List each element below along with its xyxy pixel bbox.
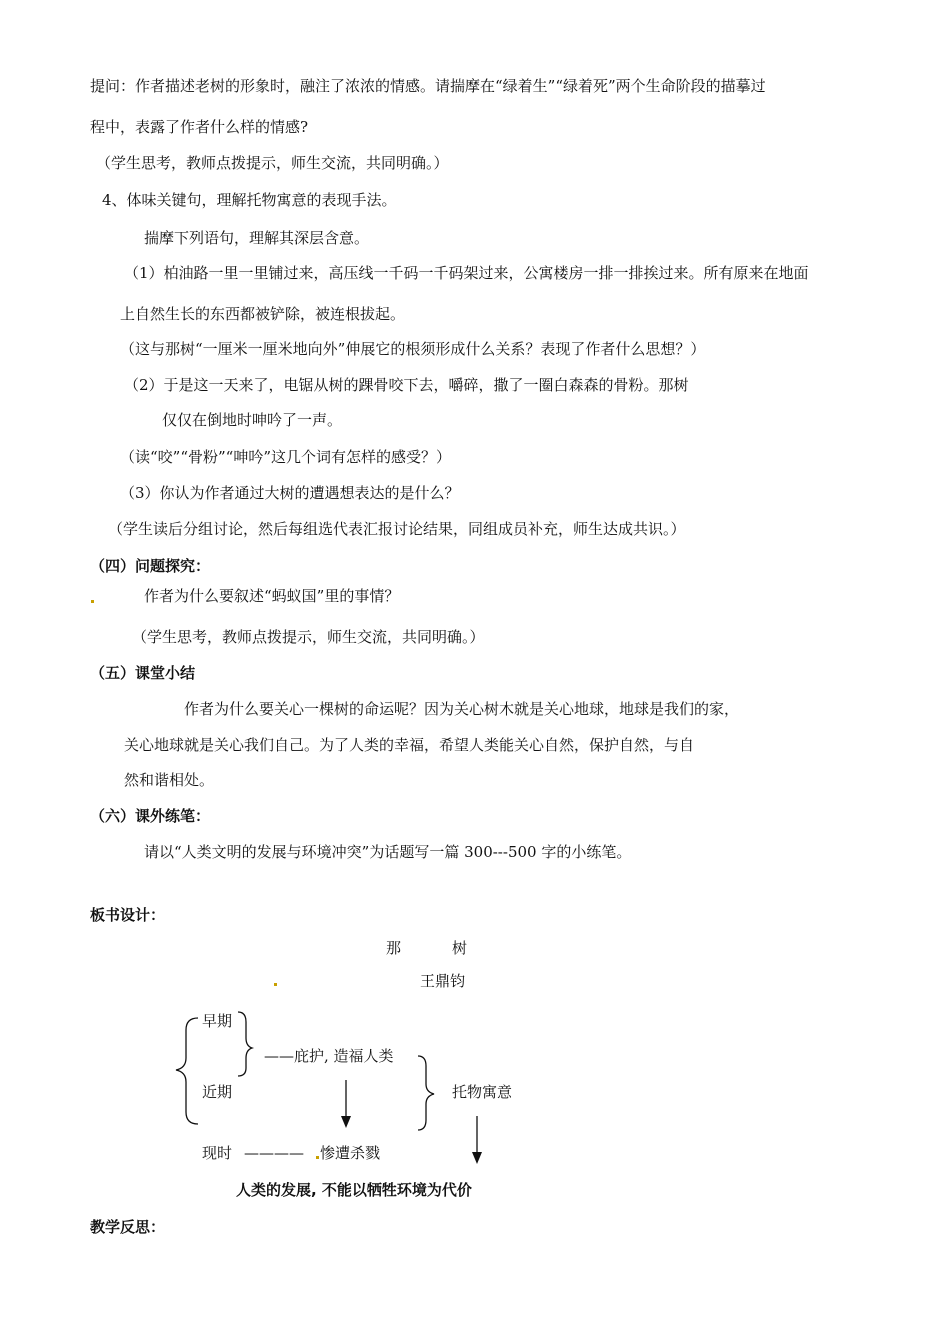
summary-line-1: 作者为什么要关心一棵树的命运呢？因为关心树木就是关心地球，地球是我们的家， — [184, 700, 740, 718]
board-title-right: 树 — [452, 939, 468, 957]
board-conclusion: 人类的发展, 不能以牺牲环境为代价 — [236, 1181, 472, 1199]
item-1-line-2: 上自然生长的东西都被铲除，被连根拔起。 — [120, 305, 406, 323]
item-1-question: （这与那树“一厘米一厘米地向外”伸展它的根须形成什么关系？表现了作者什么思想？） — [120, 340, 706, 358]
practice-task: 请以“人类文明的发展与环境冲突”为话题写一篇 300---500 字的小练笔。 — [144, 843, 632, 861]
board-title-left: 那 — [386, 939, 402, 957]
board-now: 现时 — [202, 1144, 233, 1162]
question-line-2: 程中，表露了作者什么样的情感? — [90, 118, 309, 136]
board-shelter: ——庇护, 造福人类 — [264, 1047, 394, 1065]
board-recent: 近期 — [202, 1083, 233, 1101]
right-brace — [418, 1056, 434, 1130]
section-5-heading: （五）课堂小结 — [90, 664, 196, 682]
item-2-question: （读“咬”“骨粉”“呻吟”这几个词有怎样的感受？） — [120, 448, 452, 466]
summary-line-3: 然和谐相处。 — [124, 771, 215, 789]
section-4-heading: （四）问题探究： — [90, 557, 211, 575]
question-line-1: 提问：作者描述老树的形象时，融注了浓浓的情感。请揣摩在“绿着生”“绿着死”两个生命阶段的描摹过 — [90, 77, 766, 95]
teaching-note-1: （学生思考，教师点拨提示，师生交流，共同明确。） — [96, 154, 449, 172]
teaching-note-2: （学生读后分组讨论，然后每组选代表汇报讨论结果，同组成员补充，师生达成共识。） — [108, 520, 686, 538]
teaching-reflection-heading: 教学反思： — [90, 1218, 166, 1236]
board-allegory: 托物寓意 — [452, 1083, 513, 1101]
item-1-line-1: （1）柏油路一里一里铺过来，高压线一千码一千码架过来，公寓楼房一排一排挨过来。所有原来在地面 — [124, 264, 809, 282]
down-arrow-2-head — [472, 1152, 482, 1164]
step-4-intro: 揣摩下列语句，理解其深层含意。 — [144, 229, 370, 247]
item-2-line-1: （2）于是这一天来了，电锯从树的踝骨咬下去，嚼碎，撒了一圈白森森的骨粉。那树 — [124, 376, 689, 394]
board-killed: 惨遭杀戮 — [320, 1144, 381, 1162]
summary-line-2: 关心地球就是关心我们自己。为了人类的幸福，希望人类能关心自然，保护自然，与自 — [124, 736, 695, 754]
item-3: （3）你认为作者通过大树的遭遇想表达的是什么？ — [120, 484, 460, 502]
board-design-heading: 板书设计： — [90, 906, 166, 924]
board-early: 早期 — [202, 1012, 233, 1030]
down-arrow-1-head — [341, 1116, 351, 1128]
item-2-line-2: 仅仅在倒地时呻吟了一声。 — [162, 411, 343, 429]
board-now-dash: ———— — [244, 1144, 304, 1162]
small-right-brace — [238, 1012, 252, 1076]
board-author: 王鼎钧 — [420, 972, 466, 990]
large-left-brace — [176, 1018, 198, 1124]
section-4-note: （学生思考，教师点拨提示，师生交流，共同明确。） — [132, 628, 485, 646]
section-6-heading: （六）课外练笔： — [90, 807, 211, 825]
step-4-title: 4、体味关键句，理解托物寓意的表现手法。 — [102, 191, 397, 209]
section-4-question: 作者为什么要叙述“蚂蚁国”里的事情？ — [144, 587, 400, 605]
